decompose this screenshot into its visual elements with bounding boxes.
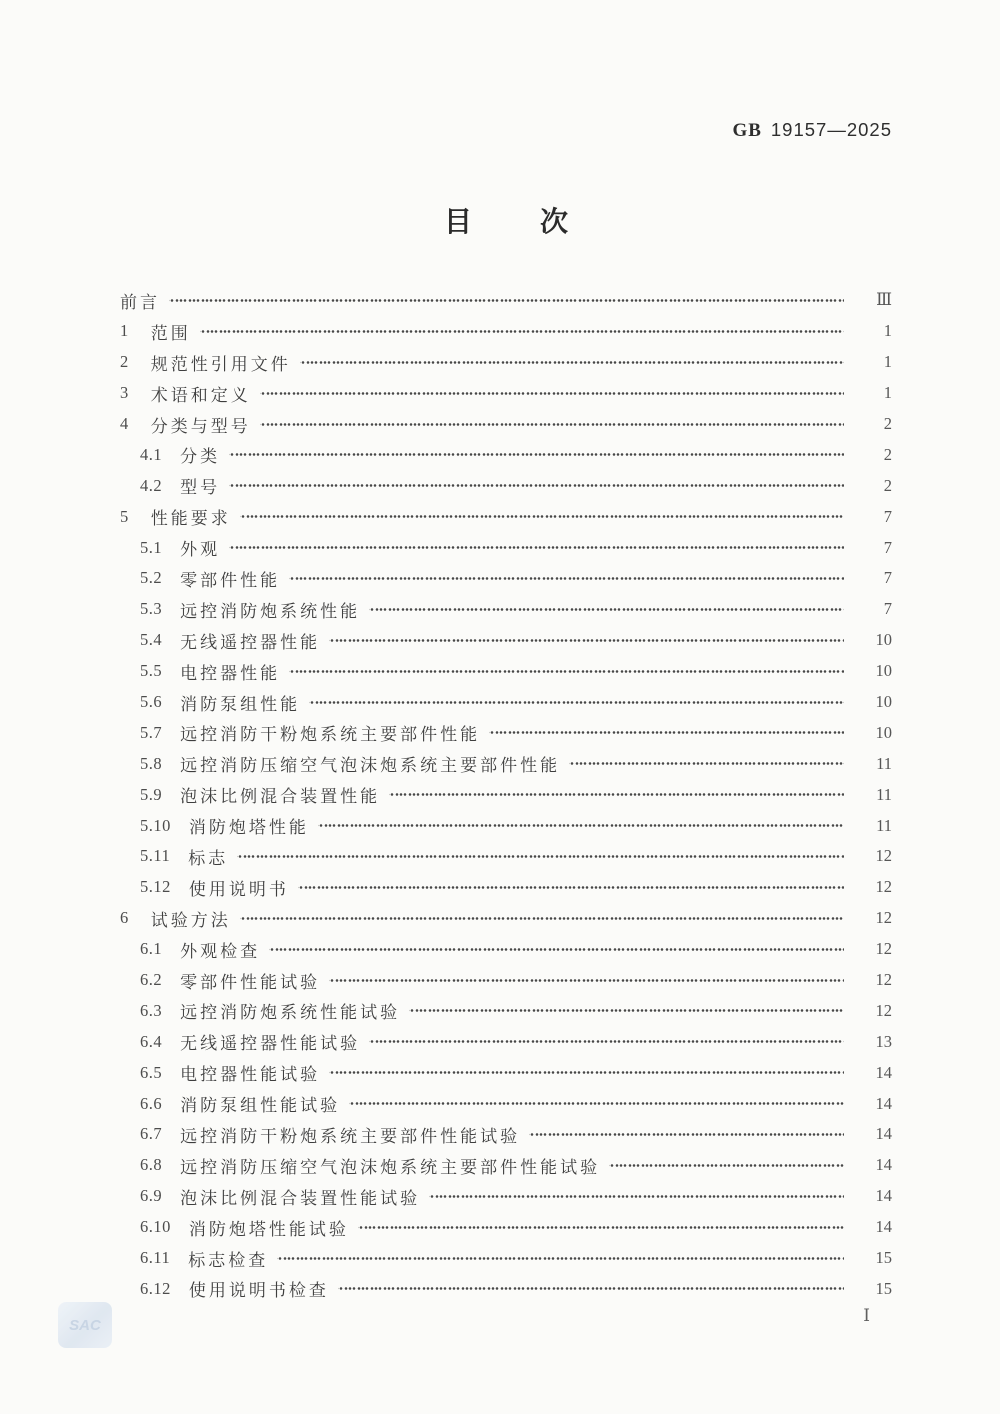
toc-entry [120, 779, 892, 810]
toc-dot-leader [609, 1162, 844, 1169]
sac-watermark-logo [58, 1302, 112, 1348]
toc-entry-title: 前言 [120, 292, 160, 312]
toc-entry-title: 远控消防炮系统性能试验 [180, 1003, 401, 1023]
toc-dot-leader [289, 668, 844, 675]
toc-entry-number: 6.7 [140, 1124, 163, 1144]
toc-dot-leader [429, 1193, 844, 1200]
toc-entry-title: 零部件性能 [180, 570, 281, 590]
toc-entry [120, 378, 892, 409]
toc-entry-page: 14 [875, 1093, 892, 1113]
toc-entry-page: 12 [875, 846, 892, 866]
toc-entry [120, 995, 892, 1026]
toc-entry-page: 11 [876, 815, 892, 835]
toc-entry-title: 电控器性能 [180, 663, 281, 683]
toc-dot-leader [240, 513, 844, 520]
toc-entry-number: 5.3 [140, 599, 163, 619]
toc-entry [120, 965, 892, 996]
page-title-char-1: 目 [443, 207, 472, 238]
page-title-char-2: 次 [540, 207, 569, 238]
toc-entry-page: 1 [883, 321, 892, 341]
toc-entry-page: 15 [875, 1278, 892, 1298]
toc-dot-leader [277, 1255, 844, 1262]
toc-entry-page: 7 [883, 599, 892, 619]
toc-list [120, 285, 892, 1304]
toc-entry [120, 1088, 892, 1119]
toc-entry [120, 1150, 892, 1181]
toc-entry-number: 5 [120, 506, 129, 526]
toc-dot-leader [237, 853, 844, 860]
toc-entry [120, 1274, 892, 1305]
toc-dot-leader [358, 1224, 844, 1231]
toc-dot-leader [240, 915, 844, 922]
toc-entry-title: 消防炮塔性能试验 [188, 1219, 349, 1239]
toc-entry-page: 11 [876, 784, 892, 804]
toc-entry [120, 1026, 892, 1057]
toc-entry [120, 1181, 892, 1212]
toc-entry-title: 型号 [180, 478, 221, 498]
toc-entry-number: 6.3 [140, 1000, 163, 1020]
toc-entry-title: 远控消防干粉炮系统主要部件性能试验 [180, 1126, 521, 1146]
toc-entry [120, 409, 892, 440]
toc-dot-leader [349, 1100, 844, 1107]
toc-entry-page: 1 [883, 352, 892, 372]
toc-entry [120, 532, 892, 563]
toc-entry [120, 872, 892, 903]
toc-entry [120, 1243, 892, 1274]
toc-entry-title: 术语和定义 [150, 385, 251, 405]
toc-entry-number: 5.6 [140, 692, 163, 712]
toc-entry [120, 1057, 892, 1088]
toc-entry-title: 使用说明书 [188, 879, 289, 899]
standard-code-prefix: GB [732, 120, 762, 141]
toc-entry-number: 6.12 [140, 1278, 171, 1298]
toc-entry-title: 外观检查 [180, 941, 261, 961]
toc-entry [120, 841, 892, 872]
toc-entry-page: 12 [875, 908, 892, 928]
toc-entry-title: 范围 [150, 323, 191, 343]
toc-entry-number: 6.8 [140, 1155, 163, 1175]
toc-dot-leader [298, 884, 844, 891]
toc-entry-title: 无线遥控器性能 [180, 632, 321, 652]
toc-entry-number: 5.7 [140, 722, 163, 742]
toc-entry-title: 无线遥控器性能试验 [180, 1034, 361, 1054]
toc-entry-page: 11 [876, 753, 892, 773]
toc-dot-leader [318, 822, 844, 829]
toc-entry-title: 消防泵组性能 [180, 694, 301, 714]
toc-entry-number: 6.4 [140, 1031, 163, 1051]
toc-entry-page: 10 [875, 661, 892, 681]
toc-entry-title: 标志检查 [188, 1250, 269, 1270]
toc-entry [120, 625, 892, 656]
toc-entry-number: 5.4 [140, 630, 163, 650]
toc-entry-title: 使用说明书检查 [188, 1281, 329, 1301]
toc-entry-title: 分类与型号 [150, 416, 251, 436]
toc-entry-number: 4.2 [140, 475, 163, 495]
toc-dot-leader [329, 977, 844, 984]
toc-dot-leader [389, 791, 844, 798]
toc-entry-page: 7 [883, 537, 892, 557]
toc-entry-number: 4.1 [140, 444, 163, 464]
toc-entry-number: 4 [120, 414, 129, 433]
toc-entry-title: 标志 [188, 848, 229, 868]
toc-entry-title: 消防炮塔性能 [188, 818, 309, 838]
toc-entry-page: 12 [875, 939, 892, 959]
toc-entry-number: 6.11 [140, 1248, 171, 1268]
toc-dot-leader [329, 637, 844, 644]
toc-dot-leader [489, 729, 844, 736]
toc-entry [120, 470, 892, 501]
toc-dot-leader [269, 946, 844, 953]
toc-entry [120, 810, 892, 841]
toc-entry-page: 14 [875, 1155, 892, 1175]
toc-entry-page: 13 [875, 1031, 892, 1051]
toc-entry-page: 2 [883, 444, 892, 464]
toc-entry-number: 6.9 [140, 1186, 163, 1206]
page-footer-number: Ⅰ [863, 1306, 870, 1326]
toc-entry-number: 5.2 [140, 568, 163, 588]
toc-entry [120, 1212, 892, 1243]
toc-dot-leader [200, 328, 844, 335]
toc-entry-title: 外观 [180, 540, 221, 560]
toc-entry [120, 594, 892, 625]
toc-entry-number: 6.10 [140, 1217, 171, 1237]
toc-entry-page: Ⅲ [876, 290, 892, 310]
toc-entry [120, 501, 892, 532]
toc-entry [120, 285, 892, 316]
toc-entry-title: 零部件性能试验 [180, 972, 321, 992]
toc-entry-number: 5.5 [140, 661, 163, 681]
toc-entry-number: 6.2 [140, 970, 163, 990]
toc-entry-number: 2 [120, 352, 129, 372]
toc-dot-leader [169, 297, 844, 304]
toc-entry-page: 7 [883, 568, 892, 588]
toc-entry-page: 14 [875, 1217, 892, 1237]
toc-dot-leader [289, 575, 844, 582]
toc-entry-page: 2 [883, 414, 892, 433]
toc-dot-leader [569, 760, 844, 767]
toc-entry-title: 分类 [180, 447, 221, 467]
toc-entry-title: 远控消防压缩空气泡沫炮系统主要部件性能试验 [180, 1157, 601, 1177]
toc-dot-leader [300, 359, 844, 366]
toc-entry-page: 2 [883, 475, 892, 495]
toc-entry-page: 10 [875, 630, 892, 650]
toc-entry-page: 14 [875, 1186, 892, 1206]
toc-entry-page: 12 [875, 970, 892, 990]
standard-code-number: 19157—2025 [770, 119, 892, 140]
toc-entry [120, 347, 892, 378]
toc-entry [120, 903, 892, 934]
toc-entry-number: 5.10 [140, 815, 171, 835]
toc-entry-page: 14 [875, 1062, 892, 1082]
toc-dot-leader [338, 1285, 844, 1292]
toc-entry [120, 316, 892, 347]
toc-entry-title: 电控器性能试验 [180, 1065, 321, 1085]
toc-entry-title: 远控消防干粉炮系统主要部件性能 [180, 725, 481, 745]
toc-entry-page: 12 [875, 1000, 892, 1020]
toc-entry [120, 717, 892, 748]
toc-entry-number: 6.6 [140, 1093, 163, 1113]
toc-entry-page: 10 [875, 722, 892, 742]
toc-entry-page: 12 [875, 877, 892, 897]
toc-entry-number: 6.5 [140, 1062, 163, 1082]
toc-entry [120, 439, 892, 470]
toc-dot-leader [529, 1131, 844, 1138]
standard-code [120, 0, 892, 143]
toc-entry-title: 泡沫比例混合装置性能 [180, 787, 381, 807]
toc-dot-leader [260, 421, 844, 428]
toc-entry-number: 5.1 [140, 537, 163, 557]
toc-entry-number: 5.11 [140, 846, 171, 866]
toc-entry-number: 3 [120, 383, 129, 403]
toc-entry [120, 656, 892, 687]
toc-entry-title: 规范性引用文件 [150, 354, 291, 374]
toc-entry-title: 试验方法 [150, 910, 231, 930]
toc-entry-title: 消防泵组性能试验 [180, 1096, 341, 1116]
toc-dot-leader [329, 1069, 844, 1076]
toc-entry-page: 15 [875, 1248, 892, 1268]
page-title [120, 205, 892, 241]
toc-dot-leader [229, 482, 844, 489]
toc-entry-title: 远控消防压缩空气泡沫炮系统主要部件性能 [180, 756, 561, 776]
toc-entry-page: 10 [875, 692, 892, 712]
toc-entry-number: 6 [120, 908, 129, 928]
toc-entry [120, 563, 892, 594]
toc-entry-number: 5.9 [140, 784, 163, 804]
toc-dot-leader [260, 390, 844, 397]
toc-entry-number: 1 [120, 321, 129, 341]
toc-entry-number: 6.1 [140, 939, 163, 959]
toc-dot-leader [309, 699, 844, 706]
toc-entry [120, 748, 892, 779]
toc-entry [120, 934, 892, 965]
toc-entry-title: 性能要求 [150, 509, 231, 529]
toc-dot-leader [229, 544, 844, 551]
toc-dot-leader [369, 606, 844, 613]
sac-watermark-label: SAC [69, 1316, 101, 1334]
toc-dot-leader [369, 1038, 844, 1045]
toc-entry-number: 5.12 [140, 877, 171, 897]
toc-dot-leader [409, 1007, 844, 1014]
toc-entry-page: 7 [883, 506, 892, 526]
toc-entry-page: 1 [883, 383, 892, 403]
toc-entry [120, 687, 892, 718]
toc-dot-leader [229, 451, 844, 458]
toc-entry-title: 远控消防炮系统性能 [180, 601, 361, 621]
toc-entry-page: 14 [875, 1124, 892, 1144]
toc-entry [120, 1119, 892, 1150]
toc-entry-title: 泡沫比例混合装置性能试验 [180, 1188, 421, 1208]
toc-entry-number: 5.8 [140, 753, 163, 773]
